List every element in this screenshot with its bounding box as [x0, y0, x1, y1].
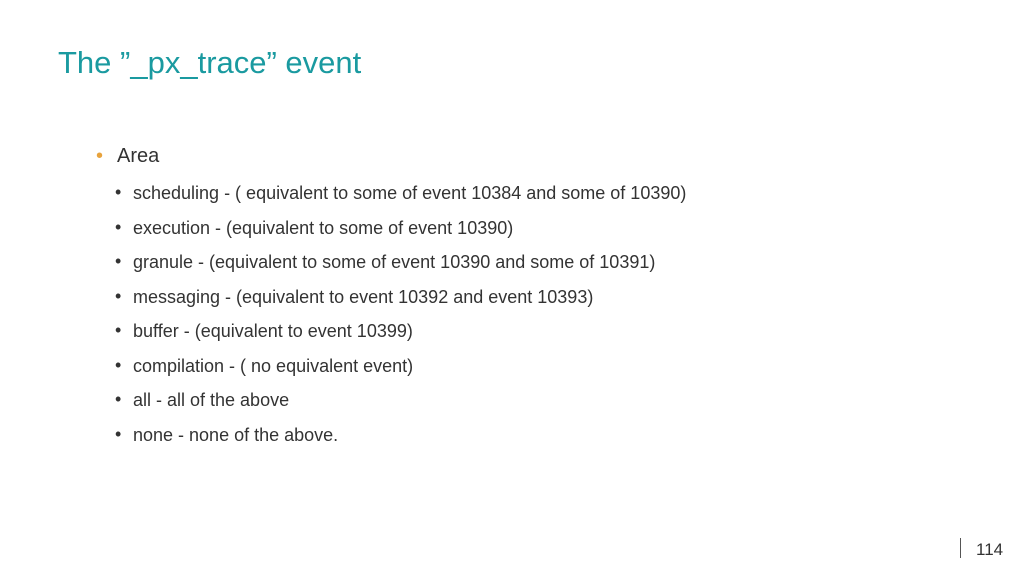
sub-bullet-text: execution - (equivalent to some of event 10390): [133, 217, 514, 238]
sub-bullet-text: scheduling - ( equivalent to some of event 10384 and some of 10390): [133, 183, 687, 203]
sub-bullet-text: messaging - (equivalent to event 10392 and event 10393): [133, 286, 594, 307]
sub-bullet-marker: •: [115, 285, 122, 306]
slide-title: The ”_px_trace” event: [58, 45, 362, 80]
sub-bullet-text: none - none of the above.: [133, 424, 339, 445]
sub-bullet-text: granule - (equivalent to some of event 10390 and some of 10391): [133, 252, 656, 272]
sub-bullet-marker: •: [115, 423, 122, 444]
sub-bullet-text: all - all of the above: [133, 390, 290, 410]
page-number-divider: [960, 538, 961, 558]
page-number: 114: [976, 540, 1004, 559]
bullet-marker: •: [96, 145, 104, 167]
bullet-label: Area: [117, 145, 160, 167]
sub-bullet-text: buffer - (equivalent to event 10399): [133, 321, 413, 341]
sub-bullet-marker: •: [115, 216, 122, 237]
sub-bullet-text: compilation - ( no equivalent event): [133, 355, 414, 376]
sub-bullet-marker: •: [115, 354, 122, 375]
sub-bullet-marker: •: [115, 182, 122, 202]
sub-bullet-marker: •: [115, 389, 122, 409]
sub-bullet-marker: •: [115, 251, 122, 271]
sub-bullet-marker: •: [115, 320, 122, 340]
